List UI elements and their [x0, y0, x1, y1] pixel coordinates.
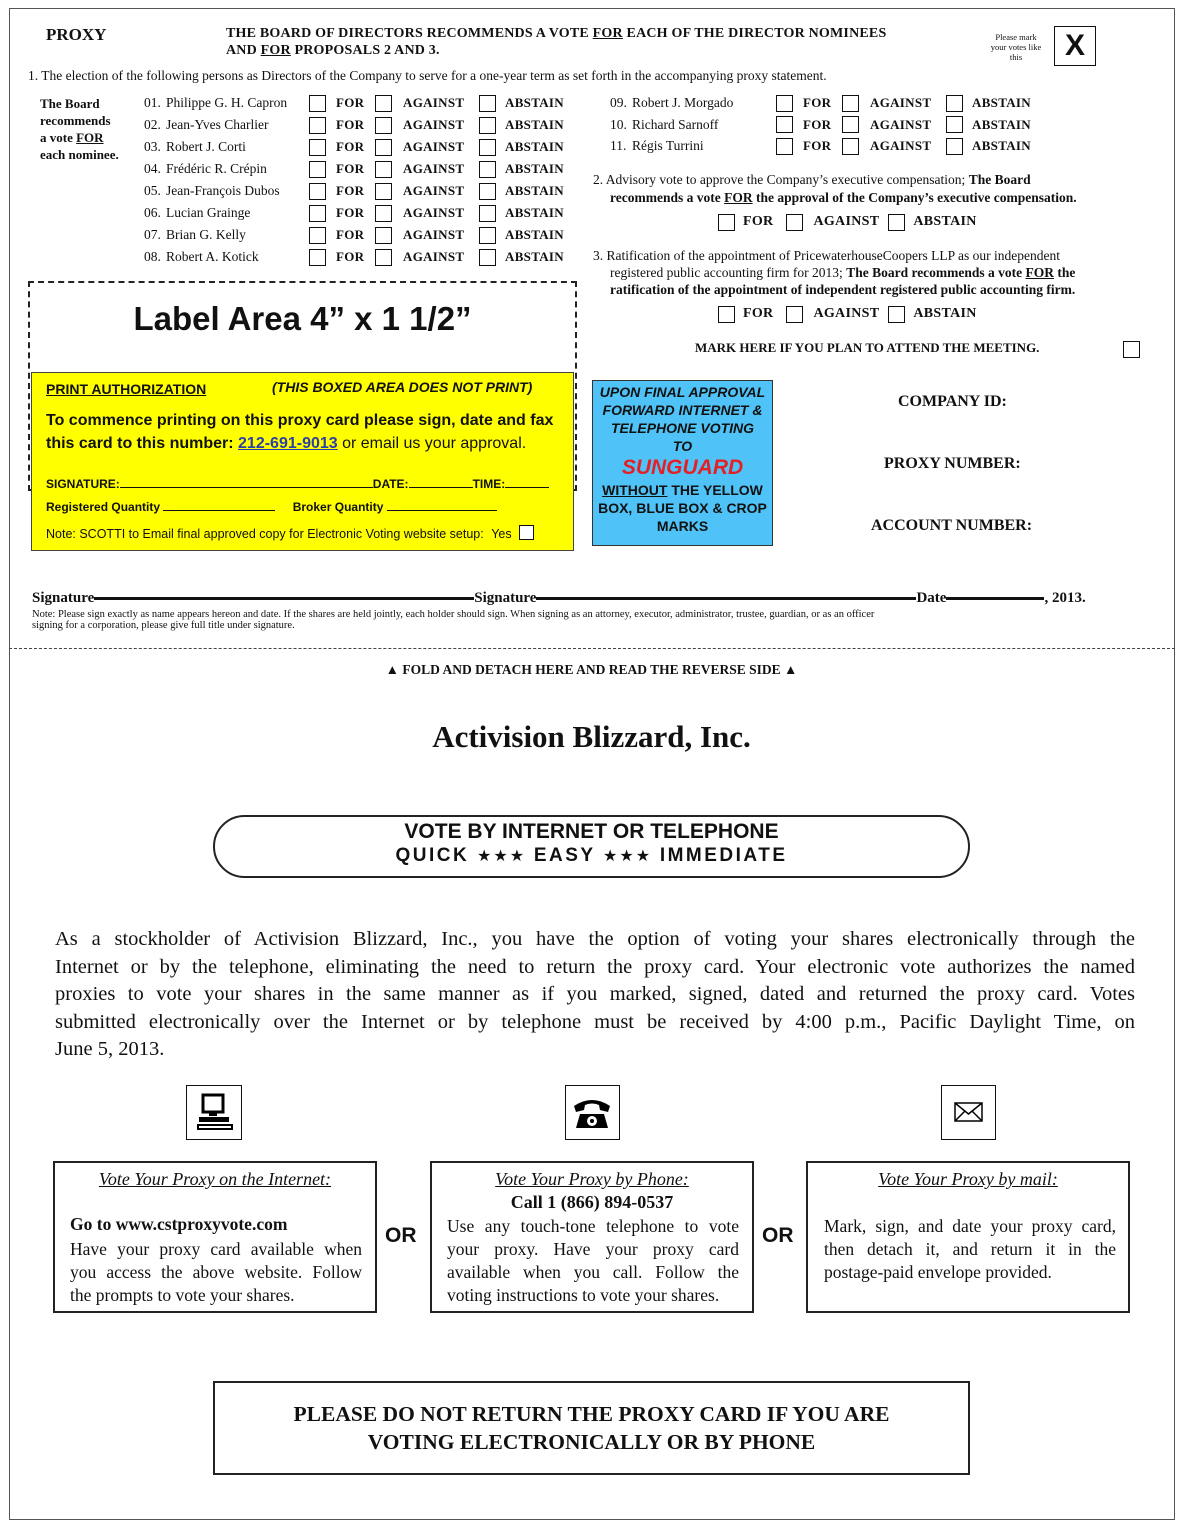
- nominee-name: Robert J. Morgado: [632, 95, 734, 110]
- for-checkbox[interactable]: [309, 205, 326, 222]
- nominee-number: 08.: [144, 249, 161, 264]
- proposal-3-against-checkbox[interactable]: [786, 306, 803, 323]
- abstain-label: ABSTAIN: [505, 205, 564, 220]
- against-label: AGAINST: [870, 138, 932, 153]
- sunguard-label: SUNGUARD: [621, 456, 744, 479]
- account-number-label: ACCOUNT NUMBER:: [871, 517, 1033, 534]
- abstain-checkbox[interactable]: [946, 138, 963, 155]
- vote-banner: VOTE BY INTERNET OR TELEPHONE QUICK ★★★ EASY ★★★ IMMEDIATE: [213, 815, 970, 878]
- nominee-name: Jean-François Dubos: [166, 183, 280, 198]
- against-label: AGAINST: [403, 95, 465, 110]
- or-separator: OR: [762, 1224, 794, 1247]
- for-label: FOR: [336, 139, 365, 154]
- abstain-label: ABSTAIN: [505, 117, 564, 132]
- for-label: FOR: [803, 95, 832, 110]
- for-label: FOR: [803, 138, 832, 153]
- abstain-checkbox[interactable]: [479, 95, 496, 112]
- for-checkbox[interactable]: [776, 95, 793, 112]
- or-separator: OR: [385, 1224, 417, 1247]
- abstain-label: ABSTAIN: [505, 95, 564, 110]
- nominee-row: [144, 137, 564, 157]
- against-checkbox[interactable]: [375, 161, 392, 178]
- board-recommends-nominees: The Board recommends a vote FOR each nominee.: [40, 96, 119, 162]
- abstain-label: ABSTAIN: [505, 227, 564, 242]
- nominee-number: 05.: [144, 183, 161, 198]
- against-checkbox[interactable]: [375, 117, 392, 134]
- nominee-name: Robert A. Kotick: [166, 249, 259, 264]
- proposal-2-text: 2. Advisory vote to approve the Company’s executive compensation; The Board recommends a vote FOR the approval of the Company’s executive compensation.: [593, 172, 1077, 205]
- proposal-2-against-checkbox[interactable]: [786, 214, 803, 231]
- for-checkbox[interactable]: [309, 139, 326, 156]
- abstain-label: ABSTAIN: [505, 183, 564, 198]
- signature-row: Signature Signature Date , 2013.: [32, 590, 1086, 606]
- company-name: Activision Blizzard, Inc.: [432, 719, 751, 754]
- abstain-checkbox[interactable]: [479, 139, 496, 156]
- against-label: AGAINST: [403, 227, 465, 242]
- nominee-number: 03.: [144, 139, 161, 154]
- for-checkbox[interactable]: [309, 227, 326, 244]
- for-label: FOR: [336, 95, 365, 110]
- abstain-label: ABSTAIN: [972, 116, 1031, 132]
- nominee-number: 01.: [144, 95, 161, 110]
- internet-vote-card: Vote Your Proxy on the Internet: Go to www.cstproxyvote.com Have your proxy card available when you access the above website. Follow the prompts to vote your shares.: [53, 1161, 377, 1313]
- abstain-checkbox[interactable]: [479, 227, 496, 244]
- nominee-row: [144, 159, 564, 179]
- against-label: AGAINST: [403, 249, 465, 264]
- against-checkbox[interactable]: [375, 227, 392, 244]
- against-checkbox[interactable]: [375, 205, 392, 222]
- label-area-text: Label Area 4” x 1 1/2”: [133, 300, 472, 337]
- company-id-label: COMPANY ID:: [898, 393, 1007, 410]
- stars-icon: ★★★: [477, 848, 527, 865]
- envelope-icon: [941, 1085, 996, 1140]
- against-checkbox[interactable]: [842, 95, 859, 112]
- nominee-name: Robert J. Corti: [166, 139, 246, 154]
- website-link[interactable]: Go to www.cstproxyvote.com: [70, 1214, 288, 1234]
- nominee-number: 10.: [610, 116, 627, 132]
- nominee-number: 06.: [144, 205, 161, 220]
- nominee-name: Jean-Yves Charlier: [166, 117, 269, 132]
- fax-number-link[interactable]: 212-691-9013: [238, 435, 338, 452]
- scotti-yes-checkbox[interactable]: [519, 525, 534, 540]
- abstain-label: ABSTAIN: [972, 95, 1031, 110]
- mail-vote-card: Vote Your Proxy by mail: Mark, sign, and date your proxy card, then detach it, and return it in the postage-paid envelope provided.: [806, 1161, 1130, 1313]
- for-checkbox[interactable]: [309, 161, 326, 178]
- proposal-3-votes: FOR AGAINST ABSTAIN: [718, 304, 977, 324]
- nominee-row: [144, 225, 564, 245]
- against-label: AGAINST: [403, 139, 465, 154]
- for-checkbox[interactable]: [309, 95, 326, 112]
- for-checkbox[interactable]: [309, 183, 326, 200]
- for-label: FOR: [803, 116, 832, 132]
- abstain-checkbox[interactable]: [479, 183, 496, 200]
- stockholder-info-text: As a stockholder of Activision Blizzard, Inc., you have the option of voting your shares electronically through the Internet or by the telephone, eliminating the need to return the proxy card. Your electronic vote authorizes the named proxies to vote your shares in the same manner as if you marked, signed, dated and returned the proxy card. Votes submitted electronically over the Internet or by telephone must be received by 4:00 p.m., Pacific Daylight Time, on June 5, 2013.: [55, 928, 1135, 1060]
- stars-icon: ★★★: [603, 848, 653, 865]
- nominee-name: Brian G. Kelly: [166, 227, 246, 242]
- abstain-checkbox[interactable]: [479, 117, 496, 134]
- proposal-1-text: 1. The election of the following persons as Directors of the Company to serve for a one-year term as set forth in the accompanying proxy statement.: [28, 68, 827, 83]
- against-label: AGAINST: [870, 95, 932, 110]
- against-checkbox[interactable]: [842, 116, 859, 133]
- nominee-row: [144, 247, 564, 267]
- for-checkbox[interactable]: [776, 116, 793, 133]
- nominee-row: [610, 93, 1031, 113]
- nominee-row: [144, 115, 564, 135]
- proposal-3-for-checkbox[interactable]: [718, 306, 735, 323]
- against-checkbox[interactable]: [842, 138, 859, 155]
- for-label: FOR: [336, 205, 365, 220]
- signature-note: Note: Please sign exactly as name appears hereon and date. If the shares are held jointly, each holder should sign. When signing as an attorney, executor, administrator, trustee, guardian, or as an officer signing for a corporation, please give full title under signature.: [32, 609, 875, 631]
- against-label: AGAINST: [403, 117, 465, 132]
- for-checkbox[interactable]: [309, 249, 326, 266]
- fold-line: [9, 648, 1175, 649]
- abstain-label: ABSTAIN: [505, 249, 564, 264]
- nominee-name: Frédéric R. Crépin: [166, 161, 267, 176]
- phone-vote-card: Vote Your Proxy by Phone: Call 1 (866) 894-0537 Use any touch-tone telephone to vote your proxy. Have your proxy card available when you call. Follow the voting instructions to vote your shares.: [430, 1161, 754, 1313]
- for-checkbox[interactable]: [309, 117, 326, 134]
- board-recommendation: THE BOARD OF DIRECTORS RECOMMENDS A VOTE FOR EACH OF THE DIRECTOR NOMINEES AND FOR PROPOSALS 2 AND 3.: [226, 26, 887, 58]
- scotti-note: Note: SCOTTI to Email final approved copy for Electronic Voting website setup: Yes: [46, 525, 534, 541]
- nominee-name: Philippe G. H. Capron: [166, 95, 288, 110]
- proposal-2-for-checkbox[interactable]: [718, 214, 735, 231]
- abstain-label: ABSTAIN: [972, 138, 1031, 153]
- proxy-number-label: PROXY NUMBER:: [884, 455, 1021, 472]
- against-checkbox[interactable]: [375, 95, 392, 112]
- for-label: FOR: [336, 227, 365, 242]
- telephone-icon: [565, 1085, 620, 1140]
- nominee-row: [144, 181, 564, 201]
- abstain-checkbox[interactable]: [479, 205, 496, 222]
- nominee-name: Lucian Grainge: [166, 205, 251, 220]
- for-label: FOR: [336, 183, 365, 198]
- please-mark-note: Please mark your votes like this: [990, 32, 1042, 62]
- proposal-2-abstain-checkbox[interactable]: [888, 214, 905, 231]
- sunguard-instructions-box: UPON FINAL APPROVAL FORWARD INTERNET & TELEPHONE VOTING TO SUNGUARD WITHOUT THE YELLOW BOX, BLUE BOX & CROP MARKS: [592, 380, 773, 546]
- for-label: FOR: [336, 249, 365, 264]
- abstain-label: ABSTAIN: [505, 139, 564, 154]
- nominee-row: [610, 136, 1031, 156]
- nominee-row: [144, 93, 564, 113]
- attend-meeting-label: MARK HERE IF YOU PLAN TO ATTEND THE MEETING.: [695, 340, 1040, 355]
- abstain-checkbox[interactable]: [946, 95, 963, 112]
- against-label: AGAINST: [870, 116, 932, 132]
- proposal-2-votes: FOR AGAINST ABSTAIN: [718, 212, 977, 232]
- mark-example-box: X: [1054, 26, 1096, 66]
- against-checkbox[interactable]: [375, 183, 392, 200]
- against-label: AGAINST: [403, 161, 465, 176]
- nominee-name: Richard Sarnoff: [632, 116, 719, 132]
- nominee-number: 02.: [144, 117, 161, 132]
- phone-number[interactable]: Call 1 (866) 894-0537: [510, 1192, 674, 1212]
- nominee-number: 09.: [610, 95, 627, 110]
- for-checkbox[interactable]: [776, 138, 793, 155]
- nominee-name: Régis Turrini: [632, 138, 704, 153]
- for-label: FOR: [336, 161, 365, 176]
- nominee-number: 07.: [144, 227, 161, 242]
- abstain-checkbox[interactable]: [479, 249, 496, 266]
- proxy-title: PROXY: [46, 25, 107, 44]
- signature-date-time-row: SIGNATURE: DATE: TIME:: [46, 477, 549, 491]
- nominee-number: 04.: [144, 161, 161, 176]
- nominee-row: [144, 203, 564, 223]
- proposal-3-text: 3. Ratification of the appointment of PricewaterhouseCoopers LLP as our independent registered public accounting firm for 2013; The Board recommends a vote FOR the ratification of the appointment of independent registered public accounting firm.: [593, 248, 1076, 297]
- against-label: AGAINST: [403, 183, 465, 198]
- quantity-row: Registered Quantity Broker Quantity: [46, 500, 497, 514]
- print-authorization-box: PRINT AUTHORIZATION (THIS BOXED AREA DOES NOT PRINT) To commence printing on this proxy card please sign, date and fax this card to this number: 212-691-9013 or email us your approval. SIGNATURE: DATE: TIME: Registered Quantity Broker Quantity Note: SCOTTI to Email final approved copy for Electronic Voting website setup: Yes: [31, 372, 574, 551]
- abstain-checkbox[interactable]: [479, 161, 496, 178]
- proposal-3-abstain-checkbox[interactable]: [888, 306, 905, 323]
- do-not-return-notice: PLEASE DO NOT RETURN THE PROXY CARD IF YOU ARE VOTING ELECTRONICALLY OR BY PHONE: [213, 1381, 970, 1475]
- abstain-label: ABSTAIN: [505, 161, 564, 176]
- against-label: AGAINST: [403, 205, 465, 220]
- nominee-number: 11.: [610, 138, 627, 153]
- for-label: FOR: [336, 117, 365, 132]
- attend-meeting-checkbox[interactable]: [1123, 341, 1140, 358]
- against-checkbox[interactable]: [375, 249, 392, 266]
- fold-instruction: ▲ FOLD AND DETACH HERE AND READ THE REVERSE SIDE ▲: [385, 662, 798, 677]
- computer-icon: [186, 1085, 242, 1140]
- abstain-checkbox[interactable]: [946, 116, 963, 133]
- against-checkbox[interactable]: [375, 139, 392, 156]
- nominee-row: [610, 115, 1031, 135]
